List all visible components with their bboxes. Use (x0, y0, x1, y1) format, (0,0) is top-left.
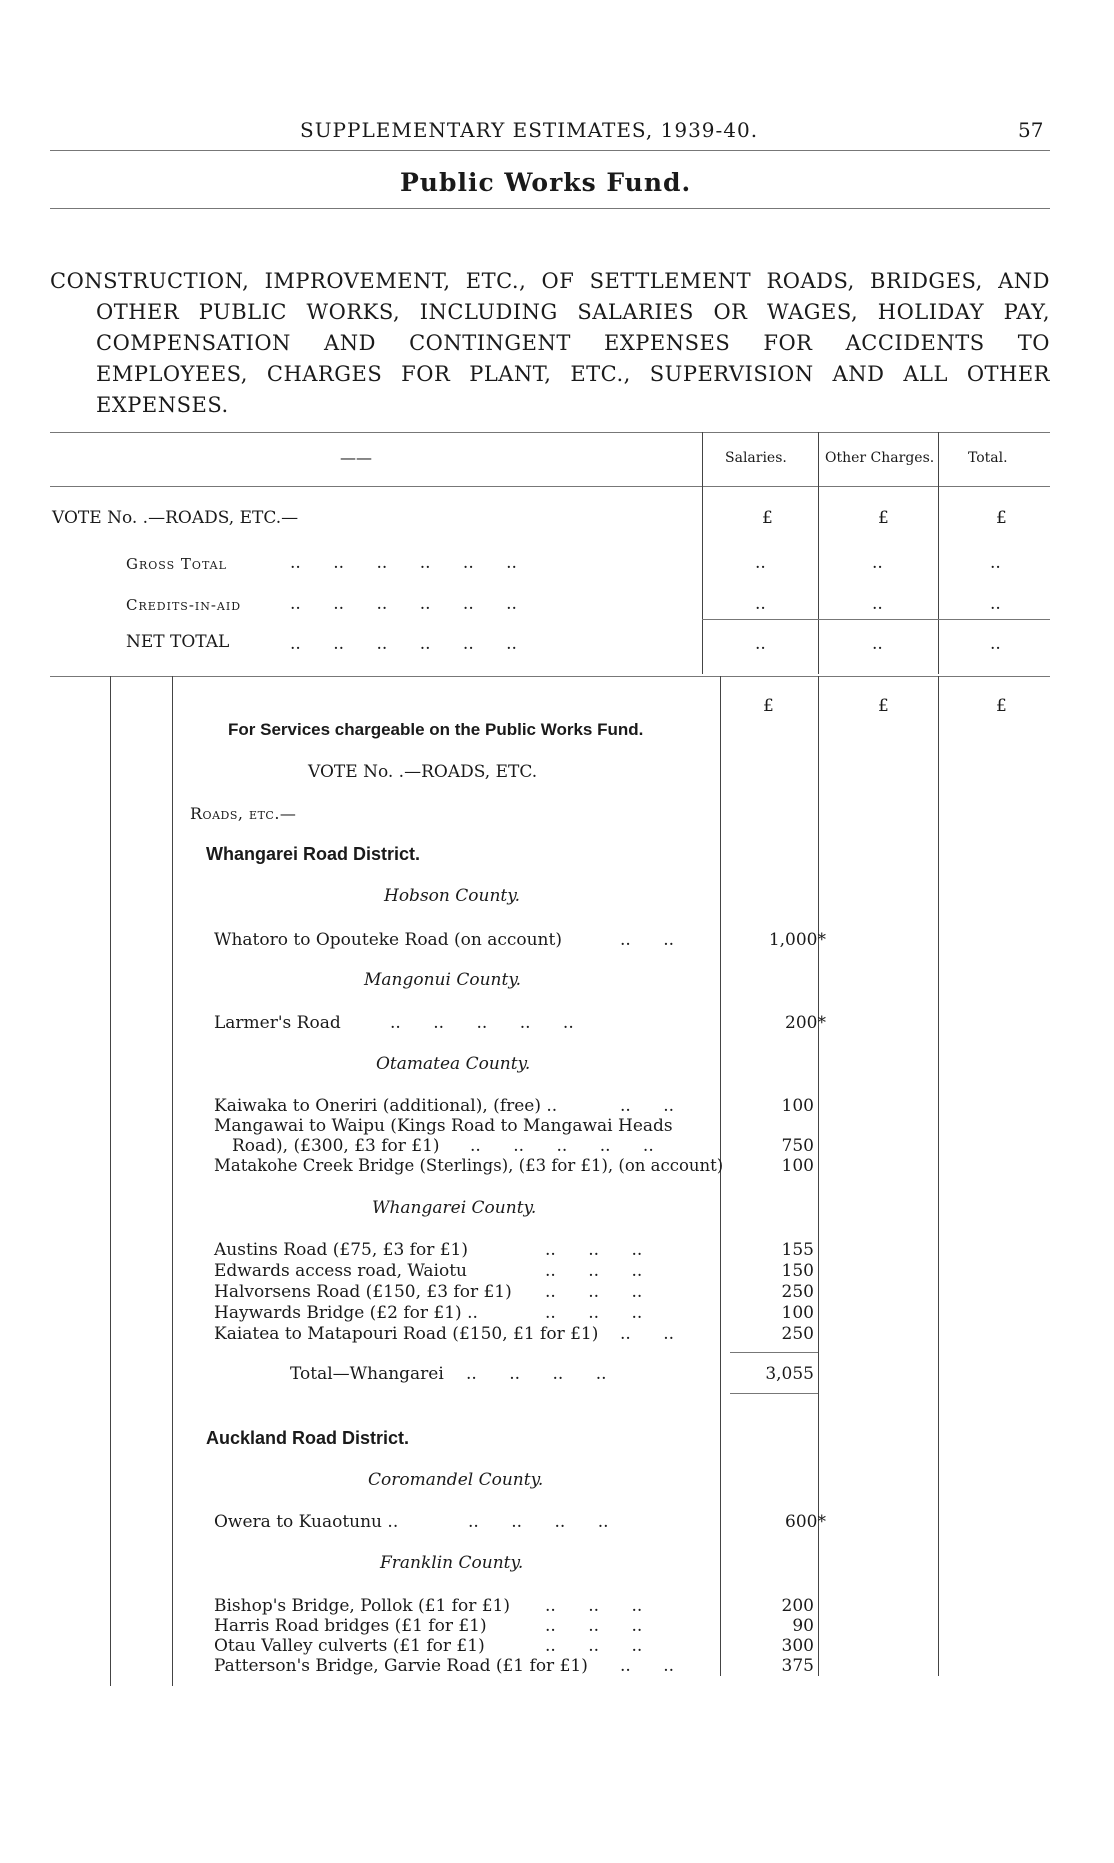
summary-top-rule (50, 432, 1050, 433)
auckland-heading: Auckland Road District. (206, 1428, 410, 1448)
detail-divider-3 (938, 676, 939, 1676)
whangarei-total-dots: .. .. .. .. (466, 1364, 607, 1384)
item-value: 750 (781, 1136, 814, 1156)
summary-bottom-rule (50, 676, 1050, 677)
col-total: Total. (968, 450, 1008, 466)
item-value: 90 (792, 1616, 814, 1636)
item-label: Otau Valley culverts (£1 for £1) (214, 1636, 485, 1656)
item-label: Halvorsens Road (£150, £3 for £1) (214, 1282, 512, 1302)
item-dots: .. .. (620, 1096, 675, 1116)
item-dots: .. .. .. .. .. (390, 1013, 574, 1033)
summary-currency-salaries: £ (762, 508, 773, 528)
item-dots: .. .. .. .. .. (470, 1136, 654, 1156)
intro-paragraph: CONSTRUCTION, IMPROVEMENT, ETC., OF SETTLEMENT ROADS, BRIDGES, AND OTHER PUBLIC WORKS, INCLUDING SALARIES OR WAGES, HOLIDAY PAY, COMPENSATION AND CONTINGENT EXPENSES FOR ACCIDENTS TO EMPLOYEES, CHARGES FOR PLANT, ETC., SUPERVISION AND ALL OTHER EXPENSES. (50, 269, 1050, 417)
detail-left-margin-rule-1 (110, 676, 111, 1686)
gross-total-salaries: .. (755, 553, 766, 573)
item-value: 100 (781, 1303, 814, 1323)
item-value: 200 (781, 1596, 814, 1616)
item-value: 600* (785, 1512, 826, 1532)
whangarei-total-rule-top (730, 1352, 818, 1353)
item-dots: .. .. .. (545, 1240, 643, 1260)
item-label: Whatoro to Opouteke Road (on account) (214, 930, 562, 950)
item-value: 375 (781, 1656, 814, 1676)
item-dots: .. .. .. (545, 1596, 643, 1616)
detail-vote-line: VOTE No. .—ROADS, ETC. (308, 762, 538, 782)
summary-currency-other: £ (878, 508, 889, 528)
running-header: SUPPLEMENTARY ESTIMATES, 1939-40. (300, 118, 759, 142)
item-value: 1,000* (768, 930, 826, 950)
item-label: Road), (£300, £3 for £1) (232, 1136, 440, 1156)
detail-divider-1 (720, 676, 721, 1676)
summary-vote-label: VOTE No. .—ROADS, ETC.— (52, 508, 299, 528)
item-dots: .. .. .. (545, 1261, 643, 1281)
fund-title: Public Works Fund. (400, 168, 692, 197)
item-value: 100 (781, 1156, 814, 1176)
item-dots: .. .. .. (545, 1303, 643, 1323)
item-label: Mangawai to Waipu (Kings Road to Mangawai Heads (214, 1116, 673, 1136)
net-total-dots: .. .. .. .. .. .. (290, 634, 517, 654)
credits-in-aid-salaries: .. (755, 594, 766, 614)
item-label: Bishop's Bridge, Pollok (£1 for £1) (214, 1596, 510, 1616)
county-coromandel: Coromandel County. (368, 1470, 544, 1490)
gross-total-dots: .. .. .. .. .. .. (290, 553, 517, 573)
net-total-rule (702, 619, 1050, 620)
col-salaries: Salaries. (725, 450, 787, 466)
item-value: 300 (781, 1636, 814, 1656)
item-label: Owera to Kuaotunu .. (214, 1512, 399, 1532)
credits-in-aid-total: .. (990, 594, 1001, 614)
fund-rule (50, 208, 1050, 209)
whangarei-total-rule-bottom (730, 1393, 818, 1394)
item-value: 250 (781, 1324, 814, 1344)
item-label: Kaiatea to Matapouri Road (£150, £1 for £1) (214, 1324, 599, 1344)
whangarei-total-label: Total—Whangarei (290, 1364, 444, 1384)
detail-left-margin-rule-2 (172, 676, 173, 1686)
county-hobson: Hobson County. (384, 886, 520, 906)
detail-currency-salaries: £ (763, 696, 774, 716)
county-otamatea: Otamatea County. (376, 1054, 531, 1074)
item-label: Larmer's Road (214, 1013, 341, 1033)
county-franklin: Franklin County. (380, 1553, 524, 1573)
item-label: Edwards access road, Waiotu (214, 1261, 467, 1281)
col-other-charges: Other Charges. (825, 450, 935, 466)
gross-total-label: Gross Total (126, 555, 227, 573)
net-total-label: NET TOTAL (126, 632, 230, 652)
net-total-other: .. (872, 634, 883, 654)
whangarei-total-value: 3,055 (765, 1364, 814, 1384)
credits-in-aid-other: .. (872, 594, 883, 614)
item-dots: .. .. (620, 930, 675, 950)
credits-in-aid-dots: .. .. .. .. .. .. (290, 594, 517, 614)
item-value: 200* (785, 1013, 826, 1033)
summary-divider-1 (702, 432, 703, 674)
item-label: Haywards Bridge (£2 for £1) .. (214, 1303, 478, 1323)
item-dots: .. .. .. (545, 1616, 643, 1636)
summary-header-rule (50, 486, 1050, 487)
item-label: Harris Road bridges (£1 for £1) (214, 1616, 487, 1636)
gross-total-other: .. (872, 553, 883, 573)
item-value: 150 (781, 1261, 814, 1281)
detail-currency-total: £ (996, 696, 1007, 716)
services-heading: For Services chargeable on the Public Works Fund. (228, 720, 644, 739)
item-label: Kaiwaka to Oneriri (additional), (free) .. (214, 1096, 558, 1116)
item-dots: .. .. .. (545, 1282, 643, 1302)
summary-divider-3 (938, 432, 939, 674)
item-label: Austins Road (£75, £3 for £1) (214, 1240, 468, 1260)
net-total-total: .. (990, 634, 1001, 654)
header-rule (50, 150, 1050, 151)
credits-in-aid-label: Credits-in-aid (126, 596, 242, 614)
whangarei-heading: Whangarei Road District. (206, 844, 421, 864)
summary-currency-total: £ (996, 508, 1007, 528)
item-label: Patterson's Bridge, Garvie Road (£1 for £1) (214, 1656, 588, 1676)
page-number: 57 (1018, 118, 1044, 142)
item-dots: .. .. .. .. (468, 1512, 609, 1532)
item-dots: .. .. (620, 1656, 675, 1676)
gross-total-total: .. (990, 553, 1001, 573)
item-dots: .. .. .. (545, 1636, 643, 1656)
item-value: 155 (781, 1240, 814, 1260)
county-whangarei: Whangarei County. (372, 1198, 537, 1218)
item-value: 250 (781, 1282, 814, 1302)
summary-divider-2 (818, 432, 819, 674)
detail-currency-other: £ (878, 696, 889, 716)
roads-label: Roads, etc.— (190, 804, 297, 823)
item-dots: .. .. (620, 1324, 675, 1344)
net-total-salaries: .. (755, 634, 766, 654)
county-mangonui: Mangonui County. (364, 970, 522, 990)
summary-dash: —— (340, 448, 372, 467)
item-label: Matakohe Creek Bridge (Sterlings), (£3 for £1), (on account) (214, 1156, 724, 1175)
item-value: 100 (781, 1096, 814, 1116)
